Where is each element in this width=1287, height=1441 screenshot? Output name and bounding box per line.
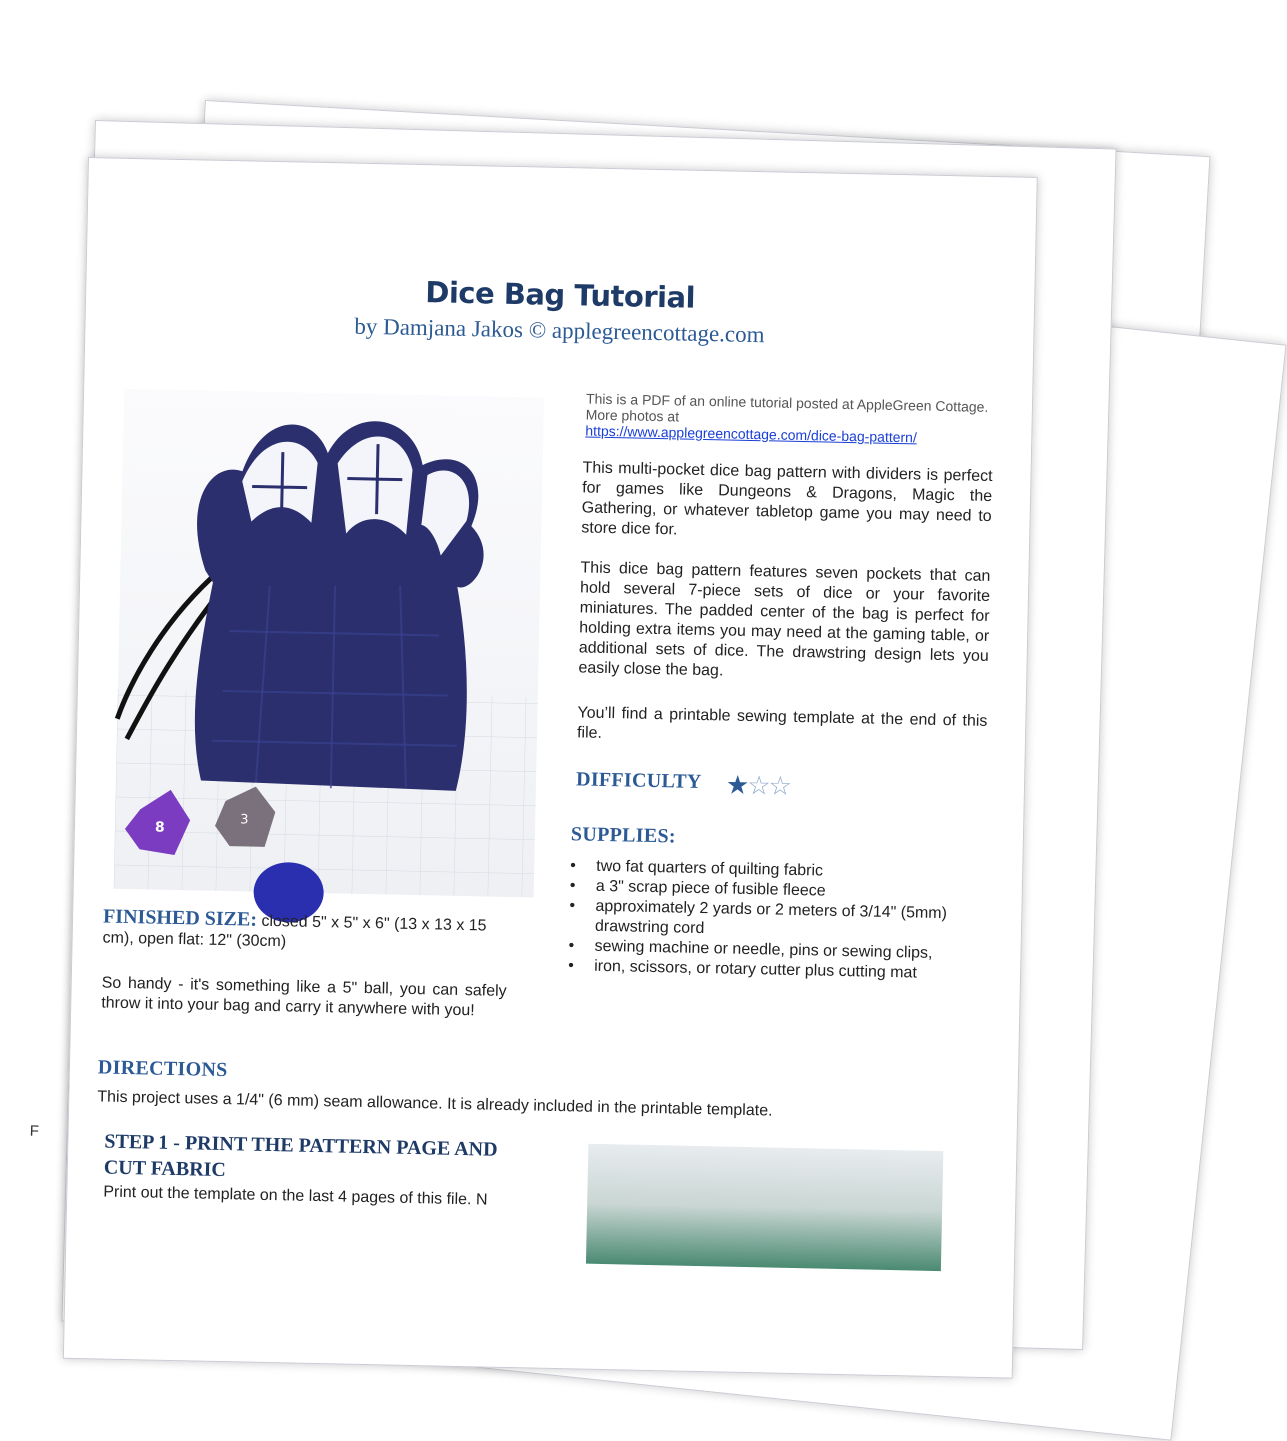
tutorial-page (63, 157, 1038, 1379)
list-item: • approximately 2 yards or 2 meters of 3/14" (5mm) drawstring cord (565, 896, 986, 945)
svg-text:3: 3 (239, 812, 249, 828)
svg-text:8: 8 (154, 819, 165, 836)
directions-heading: DIRECTIONS (97, 1056, 228, 1082)
star-empty-icon: ☆ (768, 770, 791, 801)
cutting-mat-photo (586, 1144, 943, 1271)
finished-size-label: FINISHED SIZE: (102, 905, 258, 931)
dice-bag-illustration (114, 389, 544, 898)
peek-text: F (29, 1122, 40, 1140)
template-paragraph: You’ll find a printable sewing template at the end of this file. (576, 704, 988, 742)
step1-text: Print out the template on the last 4 pages of this file. N (103, 1183, 488, 1209)
intro-note (585, 390, 991, 446)
finished-size-text: closed 5" x 5" x 6" (13 x 13 x 15 cm), open flat: 12" (30cm) (102, 912, 487, 951)
page-title: Dice Bag Tutorial (424, 275, 696, 315)
list-item: • two fat quarters of quilting fabric (566, 856, 986, 885)
seam-allowance-text: This project uses a 1/4" (6 mm) seam allowance. It is already included in the printable template. (97, 1088, 773, 1120)
star-filled-icon: ★ (725, 769, 748, 800)
features-paragraph: This dice bag pattern features seven pockets that can hold several 7-piece sets of dice or your favorite miniatures. The padded center of the bag is perfect for holding extra items you may need at the gaming table, or additional sets of dice. The drawstring design lets you easily close the bag. (578, 559, 991, 680)
handy-paragraph: So handy - it's something like a 5" ball, you can safely throw it into your bag and carry it anywhere with you! (101, 974, 507, 1020)
list-item: • sewing machine or needle, pins or sewing clips, (564, 936, 984, 965)
difficulty-heading: DIFFICULTY (575, 768, 702, 793)
supplies-list (564, 856, 986, 985)
step1-heading: STEP 1 - PRINT THE PATTERN PAGE AND CUT FABRIC (103, 1130, 498, 1182)
list-item: • a 3" scrap piece of fusible fleece (566, 876, 986, 905)
star-empty-icon: ☆ (746, 769, 769, 801)
dice-bag-photo (114, 389, 544, 898)
tutorial-link[interactable]: https://www.applegreencottage.com/dice-bag-pattern/ (585, 422, 918, 446)
difficulty-rating (726, 770, 791, 802)
intro-note-text: This is a PDF of an online tutorial posted at AppleGreen Cottage. More photos at (585, 390, 989, 425)
intro-paragraph: This multi-pocket dice bag pattern with dividers is perfect for games like Dungeons & Dragons, Magic the Gathering, or whatever tabletop game you may need to store dice for. (581, 459, 993, 539)
finished-size (102, 906, 503, 956)
byline: by Damjana Jakos © applegreencottage.com (354, 313, 765, 348)
list-item: • iron, scissors, or rotary cutter plus cutting mat (564, 956, 984, 985)
supplies-heading: SUPPLIES: (570, 823, 677, 848)
